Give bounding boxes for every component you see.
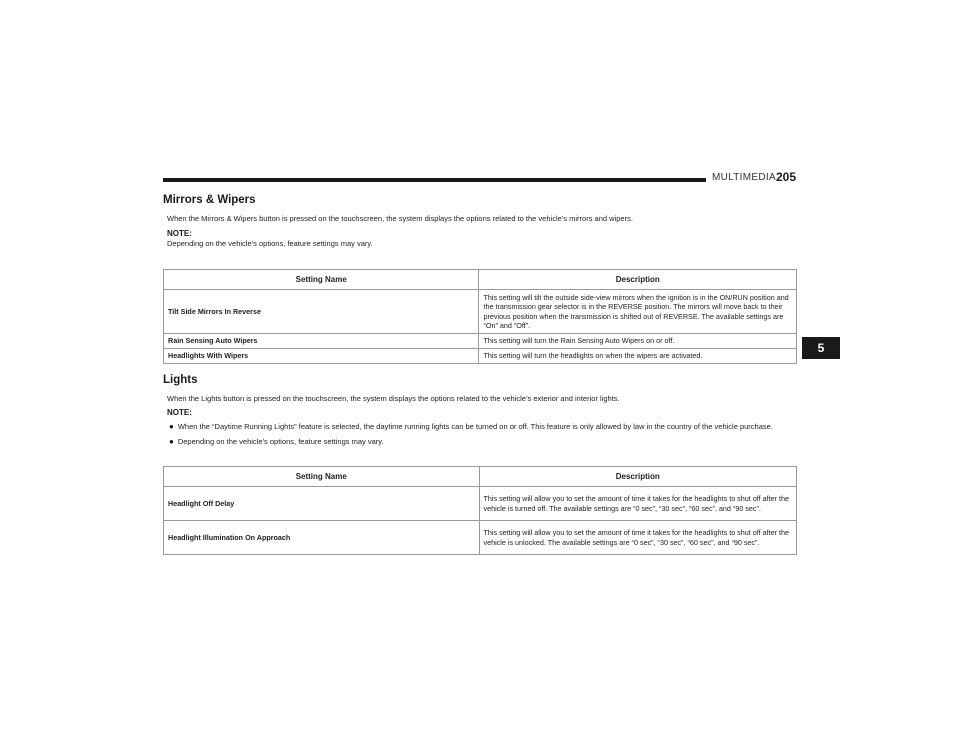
setting-name: Rain Sensing Auto Wipers — [164, 334, 479, 349]
setting-description: This setting will turn the Rain Sensing Auto Wipers on or off. — [479, 334, 797, 349]
header-rule — [163, 178, 706, 182]
header-section-title: MULTIMEDIA — [712, 172, 776, 183]
list-item-text: When the “Daytime Running Lights” feature is selected, the daytime running lights can be turned on or off. This feature is only allowed by law in the country of the vehicle purchase. — [177, 422, 773, 431]
bullet-icon: ● — [169, 422, 174, 431]
setting-description: This setting will allow you to set the amount of time it takes for the headlights to shut off after the vehicle is turned off. The available settings are “0 sec”, “30 sec”, “60 sec”, and “90 sec”. — [479, 487, 797, 521]
mirrors-wipers-intro: When the Mirrors & Wipers button is pressed on the touchscreen, the system displays the options related to the vehicle’s mirrors and wipers. — [167, 214, 633, 223]
list-item — [169, 422, 773, 432]
setting-name: Headlight Illumination On Approach — [164, 521, 480, 555]
table-header-row — [164, 467, 797, 487]
mirrors-wipers-note-label: NOTE: — [167, 229, 192, 238]
column-header-description: Description — [479, 270, 797, 290]
table-row — [164, 487, 797, 521]
chapter-tab[interactable]: 5 — [802, 337, 840, 359]
mirrors-wipers-table — [163, 269, 797, 364]
lights-intro: When the Lights button is pressed on the touchscreen, the system displays the options related to the vehicle’s exterior and interior lights. — [167, 394, 620, 403]
setting-name: Headlight Off Delay — [164, 487, 480, 521]
column-header-description: Description — [479, 467, 797, 487]
mirrors-wipers-note-text: Depending on the vehicle’s options, feature settings may vary. — [167, 239, 373, 248]
mirrors-wipers-heading: Mirrors & Wipers — [163, 194, 256, 206]
table-row — [164, 290, 797, 334]
lights-note-label: NOTE: — [167, 408, 192, 417]
column-header-setting-name: Setting Name — [164, 467, 480, 487]
bullet-icon: ● — [169, 437, 174, 446]
column-header-setting-name: Setting Name — [164, 270, 479, 290]
setting-name: Tilt Side Mirrors In Reverse — [164, 290, 479, 334]
table-row — [164, 334, 797, 349]
table-row — [164, 521, 797, 555]
setting-name: Headlights With Wipers — [164, 349, 479, 364]
list-item-text: Depending on the vehicle’s options, feature settings may vary. — [177, 437, 384, 446]
page-number: 205 — [776, 170, 797, 184]
setting-description: This setting will tilt the outside side-view mirrors when the ignition is in the ON/RUN position and the transmission gear selector is in the REVERSE position. The mirrors will move back to their previous position when the transmission is shifted out of REVERSE. The available settings are “On” and “Off”. — [479, 290, 797, 334]
table-header-row — [164, 270, 797, 290]
setting-description: This setting will allow you to set the amount of time it takes for the headlights to shut off after the vehicle is unlocked. The available settings are “0 sec”, “30 sec”, “60 sec”, and “90 sec”. — [479, 521, 797, 555]
table-row — [164, 349, 797, 364]
setting-description: This setting will turn the headlights on when the wipers are activated. — [479, 349, 797, 364]
lights-heading: Lights — [163, 374, 198, 386]
list-item — [169, 437, 384, 447]
lights-table — [163, 466, 797, 555]
